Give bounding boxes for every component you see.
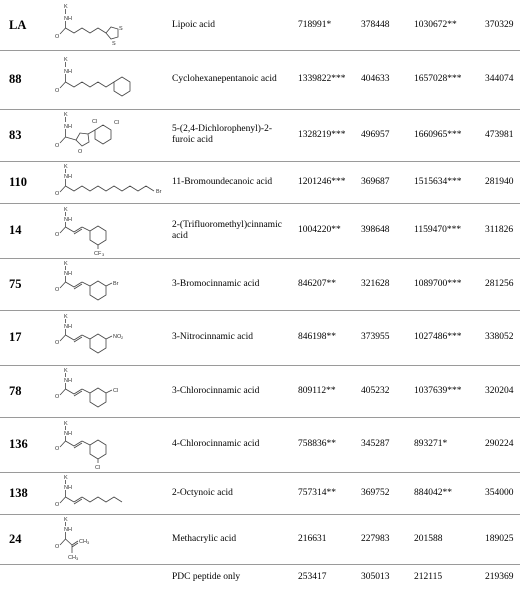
value-4: 370329	[485, 19, 514, 30]
value-3: 212115	[414, 572, 443, 583]
value-1: 758836**	[298, 439, 336, 450]
k-label: K	[64, 420, 68, 427]
table-row	[0, 514, 520, 565]
table-row	[0, 109, 520, 162]
nh-label: NH	[64, 378, 72, 384]
value-1: 757314**	[298, 487, 336, 498]
o-label: O	[55, 544, 60, 550]
value-2: 321628	[361, 278, 390, 289]
value-4: 311826	[485, 225, 514, 236]
value-4: 473981	[485, 129, 514, 140]
k-label: K	[64, 475, 68, 481]
compound-id: 88	[9, 72, 22, 87]
k-label: K	[64, 368, 68, 374]
table-row	[0, 203, 520, 259]
o-label: O	[55, 339, 60, 346]
cl-label-1: Cl	[92, 119, 98, 125]
compound-name: 3-Nitrocinnamic acid	[172, 332, 253, 343]
compound-name: 3-Bromocinnamic acid	[172, 278, 260, 289]
value-1: 809112**	[298, 385, 336, 396]
nh-label: NH	[64, 271, 72, 277]
table-row	[0, 50, 520, 110]
compound-id: 14	[9, 223, 22, 238]
value-1: 846198**	[298, 332, 336, 343]
value-2: 496957	[361, 129, 390, 140]
compound-name: 3-Chlorocinnamic acid	[172, 385, 260, 396]
value-2: 378448	[361, 19, 390, 30]
chlorocinnamoyl-4-structure	[52, 417, 168, 472]
compound-name: 2-Octynoic acid	[172, 487, 233, 498]
no2-subscript: 2	[121, 334, 124, 340]
compound-id: 17	[9, 330, 22, 345]
compound-name: Methacrylic acid	[172, 533, 237, 544]
methacryloyl-structure	[52, 514, 168, 564]
br-label: Br	[113, 281, 119, 287]
value-3: 1159470***	[414, 225, 462, 236]
o-label: O	[55, 287, 60, 293]
compound-name: Lipoic acid	[172, 19, 215, 30]
o-label: O	[55, 394, 60, 400]
ch2-label: CH	[79, 539, 87, 545]
value-4: 338052	[485, 332, 514, 343]
cf3-subscript: 3	[102, 251, 105, 257]
compound-name: 4-Chlorocinnamic acid	[172, 439, 260, 450]
o-label: O	[55, 87, 60, 94]
value-3: 201588	[414, 533, 443, 544]
nh-label: NH	[64, 124, 72, 130]
value-3: 1089700***	[414, 278, 462, 289]
k-label: K	[64, 4, 68, 10]
o-label: O	[55, 191, 60, 197]
value-3: 1027486***	[414, 332, 462, 343]
value-1: 1339822***	[298, 74, 346, 85]
nh-label: NH	[64, 430, 72, 437]
lipoic-structure	[52, 0, 168, 50]
value-1: 253417	[298, 572, 327, 583]
value-2: 404633	[361, 74, 390, 85]
table-row	[0, 258, 520, 311]
k-label: K	[64, 313, 68, 320]
value-2: 405232	[361, 385, 390, 396]
nh-label: NH	[64, 68, 72, 75]
value-3: 1515634***	[414, 176, 462, 187]
table-row	[0, 472, 520, 515]
compound-name: Cyclohexanepentanoic acid	[172, 74, 277, 85]
compound-name: 11-Bromoundecanoic acid	[172, 176, 273, 187]
k-label: K	[64, 206, 68, 213]
nh-label: NH	[64, 216, 72, 223]
value-3: 893271*	[414, 439, 448, 450]
compound-name: 2-(Trifluoromethyl)cinnamic acid	[172, 219, 282, 241]
dichlorophenyl-furoyl-structure	[52, 109, 168, 161]
value-4: 219369	[485, 572, 514, 583]
value-3: 1660965***	[414, 129, 462, 140]
table-row	[0, 417, 520, 473]
value-4: 189025	[485, 533, 514, 544]
nitrocinnamoyl-structure	[52, 310, 168, 365]
compound-id	[9, 564, 51, 591]
value-4: 281940	[485, 176, 514, 187]
ch2-subscript: 3	[87, 540, 90, 545]
nh-label: NH	[64, 16, 72, 22]
o-label-furan: O	[78, 149, 83, 155]
value-2: 369687	[361, 176, 390, 187]
compound-id: 83	[9, 127, 22, 142]
k-label: K	[64, 517, 68, 523]
table-row	[0, 310, 520, 366]
value-2: 345287	[361, 439, 390, 450]
compound-id: 136	[9, 437, 28, 452]
value-1: 1004220**	[298, 225, 341, 236]
value-1: 216631	[298, 533, 327, 544]
value-3: 884042**	[414, 487, 452, 498]
bromocinnamoyl-structure	[52, 258, 168, 310]
value-2: 305013	[361, 572, 390, 583]
trifluoromethyl-cinnamoyl-structure	[52, 203, 168, 258]
value-3: 1657028***	[414, 74, 462, 85]
nh-label: NH	[64, 323, 72, 330]
cl-label: Cl	[95, 464, 101, 471]
compound-id: 110	[9, 174, 28, 189]
compound-id: 75	[9, 276, 22, 291]
k-label: K	[64, 112, 68, 118]
k-label: K	[64, 164, 68, 170]
compound-id: 24	[9, 531, 22, 546]
value-2: 227983	[361, 533, 390, 544]
cyclohexyl-structure	[52, 50, 168, 109]
value-4: 344074	[485, 74, 514, 85]
no2-label: NO	[113, 333, 122, 340]
table-row	[0, 161, 520, 204]
ch3-label: CH	[68, 555, 76, 561]
compound-id: LA	[9, 17, 27, 32]
o-label: O	[55, 445, 60, 452]
br-label: Br	[156, 189, 162, 195]
table-row	[0, 564, 520, 591]
ch3-subscript: 3	[76, 556, 79, 561]
compound-name: 5-(2,4-Dichlorophenyl)-2-furoic acid	[172, 124, 272, 145]
o-label: O	[55, 502, 60, 508]
o-label: O	[55, 34, 60, 40]
value-2: 398648	[361, 225, 390, 236]
octynoyl-structure	[52, 472, 168, 514]
compound-name: PDC peptide only	[172, 572, 241, 583]
value-4: 290224	[485, 439, 514, 450]
table-row	[0, 0, 520, 51]
value-1: 718991*	[298, 19, 332, 30]
value-1: 846207**	[298, 278, 336, 289]
nh-label: NH	[64, 485, 72, 491]
k-label: K	[64, 261, 68, 267]
value-1: 1328219***	[298, 129, 346, 140]
value-2: 373955	[361, 332, 390, 343]
value-4: 281256	[485, 278, 514, 289]
table-row	[0, 365, 520, 418]
bromoundecanoyl-structure	[52, 161, 168, 203]
chlorocinnamoyl-3-structure	[52, 365, 168, 417]
value-1: 1201246***	[298, 176, 346, 187]
nh-label: NH	[64, 174, 72, 180]
value-3: 1037639***	[414, 385, 462, 396]
k-label: K	[64, 56, 68, 63]
value-4: 320204	[485, 385, 514, 396]
value-3: 1030672**	[414, 19, 457, 30]
s-label-2: S	[112, 41, 116, 47]
nh-label: NH	[64, 527, 72, 533]
compound-id: 138	[9, 485, 28, 500]
o-label: O	[55, 231, 60, 238]
s-label-1: S	[119, 26, 123, 32]
cf3-label: CF	[94, 250, 102, 257]
cl-label: Cl	[113, 388, 119, 394]
cl-label-2: Cl	[114, 120, 120, 126]
value-4: 354000	[485, 487, 514, 498]
o-label: O	[55, 143, 60, 149]
compound-id: 78	[9, 383, 22, 398]
value-2: 369752	[361, 487, 390, 498]
